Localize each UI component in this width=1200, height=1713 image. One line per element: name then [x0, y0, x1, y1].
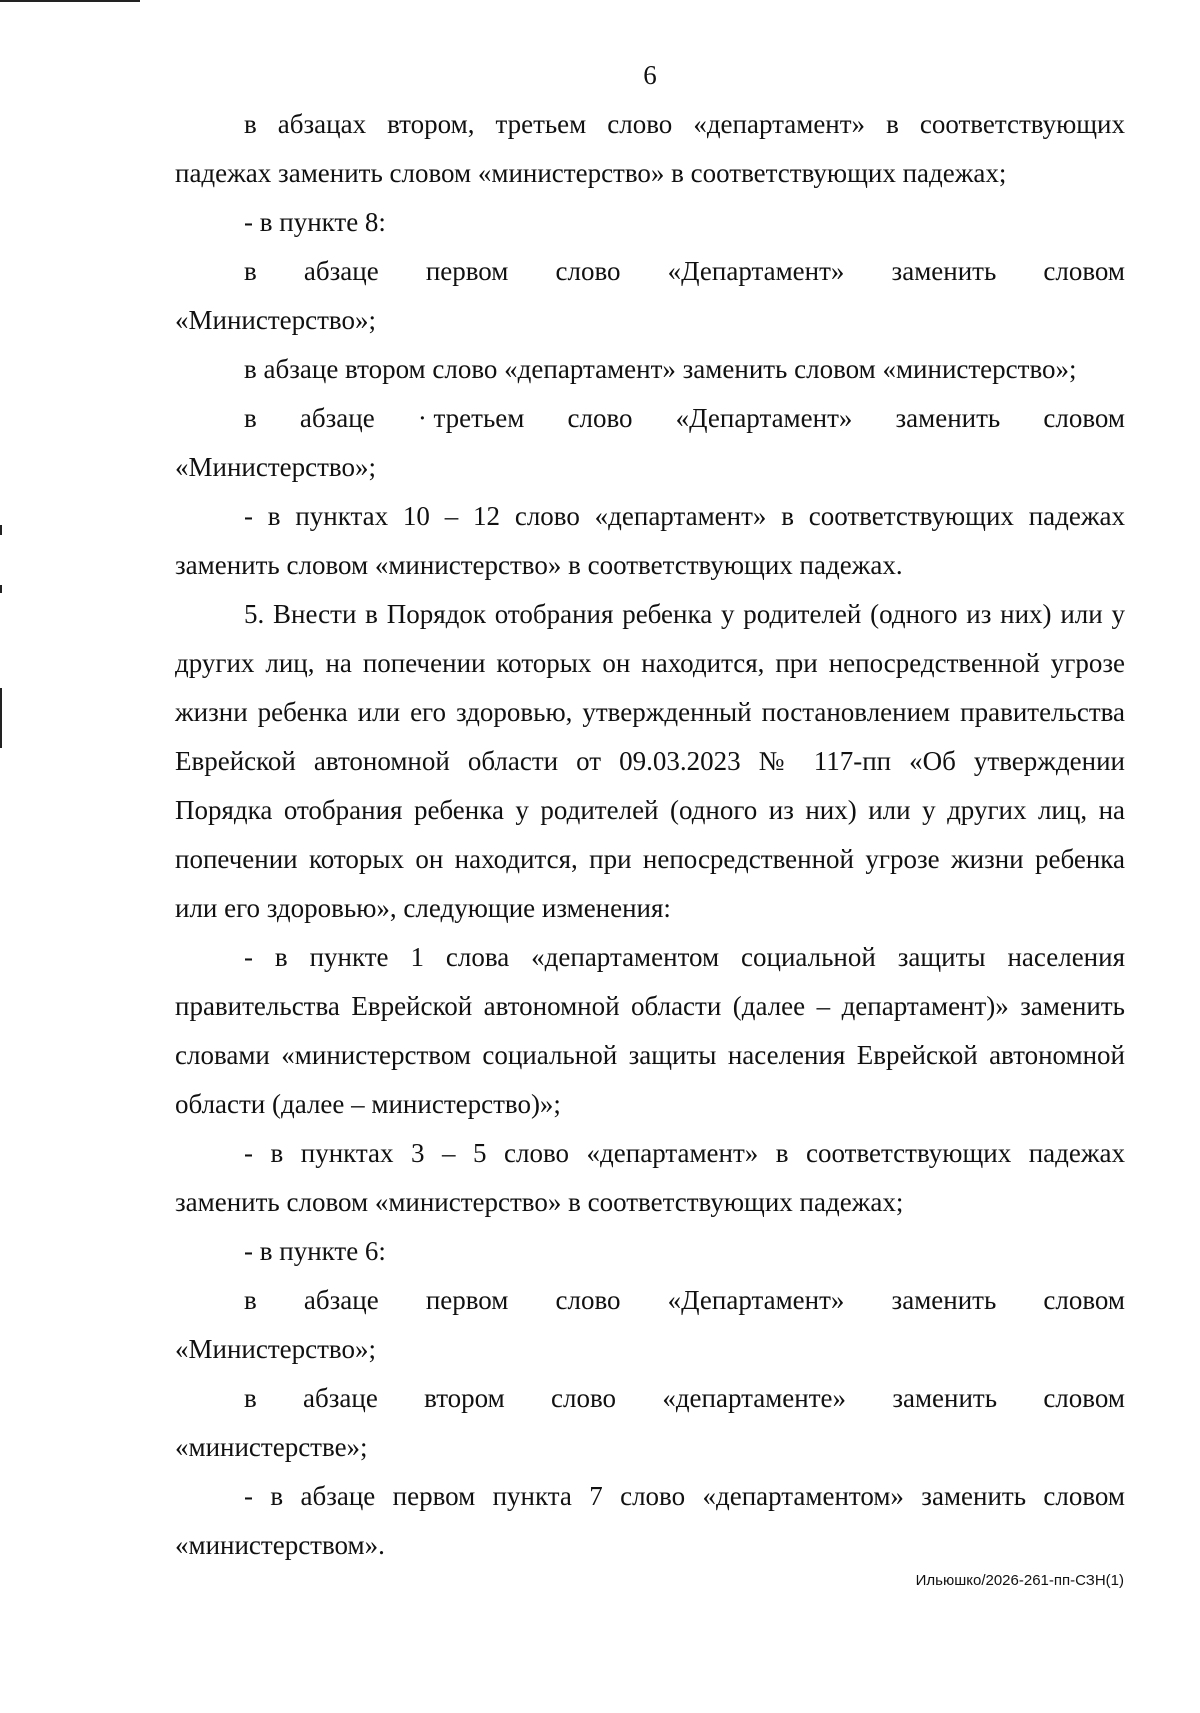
- word: в: [244, 1285, 257, 1315]
- word: · третьем: [417, 403, 525, 433]
- word: слово: [551, 1383, 617, 1413]
- paragraph-tail: «Министерство»;: [175, 1334, 376, 1364]
- paragraph: - в пунктах 10 – 12 слово «департамент» в соответствующих падежах заменить словом «министерство» в соответствующих падежах.: [175, 501, 1125, 580]
- paragraph: - в абзаце первом пункта 7 слово «департаментом» заменить словом «министерством».: [175, 1481, 1125, 1560]
- word: абзаце: [303, 256, 379, 286]
- paragraph-tail: «Министерство»;: [175, 452, 376, 482]
- paragraph: - в пункте 8:: [244, 207, 386, 237]
- paragraph-spread-line: [175, 247, 1125, 296]
- paragraph: в абзаце втором слово «департамент» заменить словом «министерство»;: [244, 354, 1077, 384]
- paragraph: - в пунктах 3 – 5 слово «департамент» в соответствующих падежах заменить словом «министерство» в соответствующих падежах;: [175, 1138, 1125, 1217]
- word: заменить: [892, 1383, 998, 1413]
- scan-line-top: [0, 0, 140, 2]
- paragraph-spread-line: [175, 394, 1125, 443]
- scan-dot-left-1: [0, 525, 2, 535]
- word: словом: [1043, 1383, 1125, 1413]
- scan-dot-left-2: [0, 585, 2, 593]
- word: абзаце: [303, 1383, 378, 1413]
- paragraph: в абзацах втором, третьем слово «департамент» в соответствующих падежах заменить словом «министерство» в соответствующих падежах;: [175, 109, 1125, 188]
- word: в: [244, 403, 257, 433]
- word: словом: [1043, 403, 1125, 433]
- word: «департаменте»: [662, 1383, 847, 1413]
- paragraph-spread-line: [175, 1276, 1125, 1325]
- scan-bar-left: [0, 688, 2, 748]
- document-code: Ильюшко/2026-261-пп-СЗН(1): [915, 1572, 1124, 1589]
- word: абзаце: [303, 1285, 379, 1315]
- word: слово: [555, 256, 621, 286]
- word: в: [244, 256, 257, 286]
- word: первом: [425, 256, 509, 286]
- paragraph: - в пункте 6:: [244, 1236, 386, 1266]
- page-number: 6: [643, 60, 657, 90]
- document-body: [175, 100, 1125, 1570]
- paragraph: 5. Внести в Порядок отобрания ребенка у родителей (одного из них) или у других лиц, на попечении которых он находится, при непосредственной угрозе жизни ребенка или его здоровью, утвержденный постановлением правительства Еврейской автономной области от 09.03.2023 № 117-пп «Об утверждении Порядка отобрания ребенка у родителей (одного из них) или у других лиц, на попечении которых он находится, при непосредственной угрозе жизни ребенка или его здоровью», следующие изменения:: [175, 599, 1125, 923]
- word: «Департамент»: [675, 403, 853, 433]
- word: первом: [425, 1285, 509, 1315]
- word: «Департамент»: [667, 256, 845, 286]
- word: втором: [424, 1383, 505, 1413]
- paragraph-tail: «Министерство»;: [175, 305, 376, 335]
- word: слово: [555, 1285, 621, 1315]
- word: заменить: [891, 256, 997, 286]
- paragraph: - в пункте 1 слова «департаментом социальной защиты населения правительства Еврейской автономной области (далее – департамент)» заменить словами «министерством социальной защиты населения Еврейской автономной области (далее – министерство)»;: [175, 942, 1125, 1119]
- word: заменить: [891, 1285, 997, 1315]
- word: слово: [567, 403, 633, 433]
- word: словом: [1043, 1285, 1125, 1315]
- paragraph-tail: «министерстве»;: [175, 1432, 368, 1462]
- word: «Департамент»: [667, 1285, 845, 1315]
- word: заменить: [895, 403, 1001, 433]
- word: абзаце: [299, 403, 375, 433]
- word: в: [244, 1383, 257, 1413]
- paragraph-spread-line: [175, 1374, 1125, 1423]
- word: словом: [1043, 256, 1125, 286]
